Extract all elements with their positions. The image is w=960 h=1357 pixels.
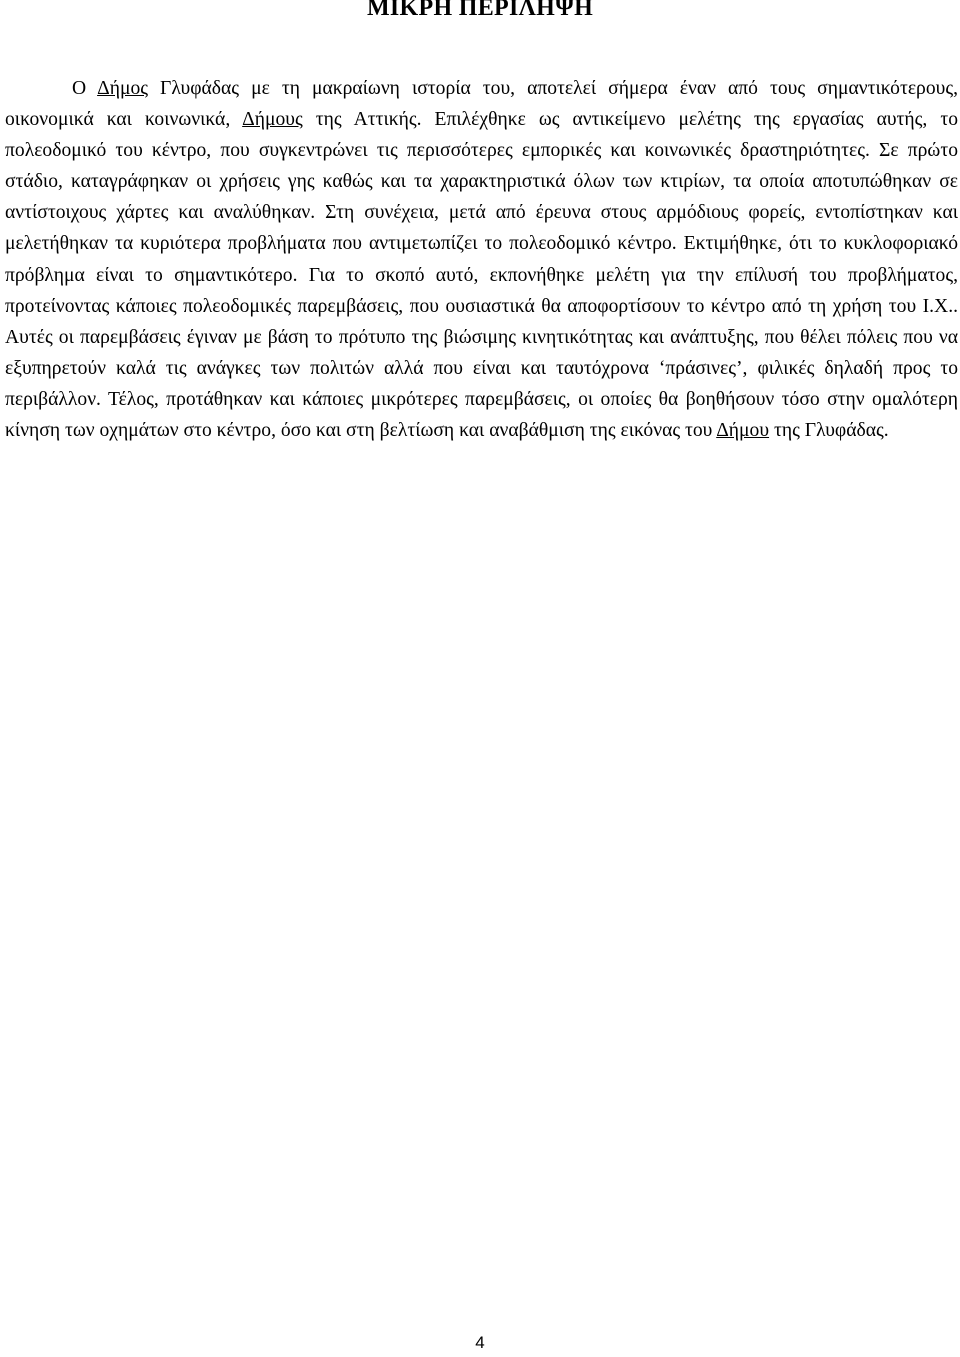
- text-segment: Ο: [72, 78, 98, 99]
- text-segment: της Αττικής. Επιλέχθηκε ως αντικείμενο μελέτης της εργασίας αυτής, το πολεοδομικό του κέντρο, που συγκεντρώνει τις περισσότερες εμπορικές και κοινωνικές δραστηριότητες. Σε πρώτο στάδιο, καταγράφηκαν οι χρήσεις γης καθώς και τα χαρακτηριστικά όλων των κτιρίων, τα οποία αποτυπώθηκαν σε αντίστοιχους χάρτες και αναλύθηκαν. Στη συνέχεια, μετά από έρευνα στους αρμόδιους φορείς, εντοπίστηκαν και μελετήθηκαν τα κυριότερα προβλήματα που αντιμετωπίζει το πολεοδομικό κέντρο. Εκτιμήθηκε, ότι το κυκλοφοριακό πρόβλημα είναι το σημαντικότερο. Για το σκοπό αυτό, εκπονήθηκε μελέτη για την επίλυσή του προβλήματος, προτείνοντας κάποιες πολεοδομικές παρεμβάσεις, που ουσιαστικά θα αποφορτίσουν το κέντρο από τη χρήση του Ι.Χ.. Αυτές οι παρεμβάσεις έγιναν με βάση το πρότυπο της βιώσιμης κινητικότητας και ανάπτυξης, που θέλει πόλεις που να εξυπηρετούν καλά τις ανάγκες των πολιτών αλλά που είναι και ταυτόχρονα ‘πράσινες’, φιλικές δηλαδή προς το περιβάλλον. Τέλος, προτάθηκαν και κάποιες μικρότερες παρεμβάσεις, οι οποίες θα βοηθήσουν τόσο στην ομαλότερη κίνηση των οχημάτων στο κέντρο, όσο και στη βελτίωση και αναβάθμιση της εικόνας του: [5, 109, 958, 442]
- page-title: ΜΙΚΡΗ ΠΕΡΙΛΗΨΗ: [366, 0, 594, 21]
- text-segment: Γλυφάδας με τη μακραίωνη ιστορία του, αποτελεί σήμερα έναν από τους σημαντικότερους, οικονομικά και κοινωνικά,: [5, 78, 958, 131]
- underlined-term: Δήμος: [97, 78, 149, 99]
- text-segment: της Γλυφάδας.: [769, 420, 889, 442]
- underlined-term: Δήμου: [716, 420, 770, 442]
- page-number: 4: [475, 1333, 485, 1352]
- summary-paragraph: [5, 73, 958, 446]
- underlined-term: Δήμους: [242, 109, 303, 131]
